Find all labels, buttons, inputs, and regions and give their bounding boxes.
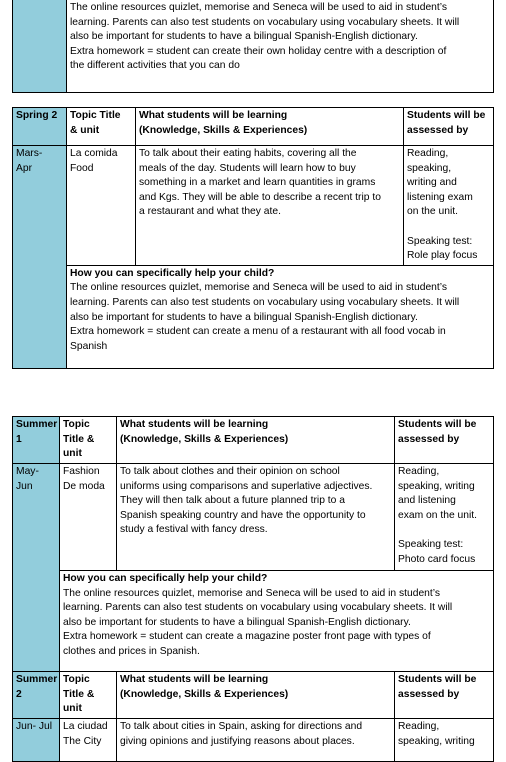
learning-header [117, 417, 395, 464]
period-line: Mars- [16, 148, 43, 159]
top-help-row [13, 0, 494, 93]
topic-line: La comida [70, 148, 118, 159]
term-label [13, 672, 60, 719]
topic-header-line: unit [63, 703, 82, 715]
learning-cell [117, 719, 395, 762]
assessed-header-line: assessed by [398, 688, 460, 700]
learning-line: giving opinions and justifying reasons about places. [120, 735, 355, 747]
assessed-line: speaking, writing [398, 735, 475, 747]
topic-header-line: Topic [63, 674, 90, 685]
learning-header [136, 108, 404, 146]
summer-block [12, 416, 494, 762]
learning-header-line: What students will be learning [120, 419, 269, 430]
help-line: also be important for students to have a bilingual Spanish-English dictionary. [70, 31, 418, 43]
speaking-test-line: Speaking test: [407, 235, 473, 247]
period-cell [13, 146, 67, 369]
speaking-test-line: Role play focus [407, 250, 478, 262]
assessed-line: Reading, [398, 466, 440, 477]
assessed-line: and listening [398, 495, 456, 507]
summer-table [12, 416, 494, 762]
topic-header-line: & unit [70, 124, 100, 136]
term-label [13, 417, 60, 464]
term-line: 2 [16, 688, 22, 700]
help-line: learning. Parents can also test students on vocabulary using vocabulary sheets. It will [70, 16, 460, 28]
spring2-table [12, 107, 494, 369]
help-line: The online resources quizlet, memorise and Seneca will be used to aid in student’s [70, 282, 448, 294]
learning-line: and Kgs. They will be able to describe a recent trip to [139, 191, 381, 203]
assessed-line: on the unit. [407, 206, 458, 218]
learning-header-line: What students will be learning [120, 674, 269, 685]
learning-line: a restaurant and what they ate. [139, 206, 281, 218]
help-cell [67, 265, 494, 368]
help-cell [60, 571, 494, 672]
side-cell [13, 0, 67, 93]
help-line: learning. Parents can also test students on vocabulary using vocabulary sheets. It will [63, 602, 453, 614]
topic-cell [60, 719, 117, 762]
assessed-line: Reading, [407, 148, 449, 159]
topic-header-line: Topic [63, 419, 90, 430]
help-line: Spanish [70, 340, 108, 352]
learning-header-line: What students will be learning [139, 110, 288, 121]
help-line: Extra homework = student can create a magazine poster front page with types of [63, 631, 431, 643]
spring2-help-row [13, 265, 494, 368]
assessed-header-line: Students will be [407, 110, 486, 121]
spring2-header-row [13, 108, 494, 146]
speaking-test-line: Photo card focus [398, 553, 476, 565]
topic-header [67, 108, 136, 146]
top-continuation-table [12, 0, 494, 93]
topic-line: Food [70, 162, 94, 174]
spacer [407, 220, 490, 235]
spacer [398, 523, 490, 538]
assessed-line: writing and [407, 177, 457, 189]
learning-line: something in a market and learn quantities in grams [139, 177, 376, 189]
speaking-test-line: Speaking test: [398, 538, 464, 550]
learning-header [117, 672, 395, 719]
assessed-line: speaking, [407, 162, 452, 174]
period-line: Apr [16, 162, 33, 174]
term-label: Spring 2 [13, 108, 67, 146]
help-text-cell [67, 0, 494, 93]
help-line: Extra homework = student can create a menu of a restaurant with all food vocab in [70, 326, 446, 338]
topic-line: The City [63, 735, 102, 747]
assessed-line: listening exam [407, 191, 473, 203]
top-continuation-block [12, 0, 494, 93]
summer2-header-row [13, 672, 494, 719]
learning-cell [117, 464, 395, 571]
topic-header-line: Title & [63, 433, 95, 445]
topic-line: La ciudad [63, 721, 108, 732]
help-line: also be important for students to have a bilingual Spanish-English dictionary. [70, 311, 418, 323]
assessed-header [404, 108, 494, 146]
topic-cell [67, 146, 136, 266]
summer2-content-row [13, 719, 494, 762]
topic-line: De moda [63, 480, 105, 492]
assessed-header [395, 417, 494, 464]
topic-line: Fashion [63, 466, 100, 477]
assessed-cell [395, 464, 494, 571]
learning-line: To talk about clothes and their opinion on school [120, 466, 340, 477]
term-line: Summer [16, 419, 58, 430]
learning-line: Spanish speaking country and have the opportunity to [120, 509, 366, 521]
assessed-header-line: Students will be [398, 419, 477, 430]
assessed-line: Reading, [398, 721, 440, 732]
help-line: clothes and prices in Spanish. [63, 645, 200, 657]
assessed-header-line: Students will be [398, 674, 477, 685]
topic-header [60, 672, 117, 719]
assessed-header-line: assessed by [398, 433, 460, 445]
topic-header-line: Topic Title [70, 110, 121, 121]
learning-line: They will then talk about a future planned trip to a [120, 495, 345, 507]
learning-line: uniforms using comparisons and superlative adjectives. [120, 480, 373, 492]
learning-line: To talk about cities in Spain, asking for directions and [120, 721, 363, 732]
spring2-content-row [13, 146, 494, 266]
topic-header-line: Title & [63, 688, 95, 700]
period-line: Jun [16, 480, 33, 492]
learning-header-line: (Knowledge, Skills & Experiences) [120, 688, 289, 700]
assessed-cell [404, 146, 494, 266]
topic-header [60, 417, 117, 464]
assessed-cell [395, 719, 494, 762]
learning-header-line: (Knowledge, Skills & Experiences) [139, 124, 308, 136]
spring2-block [12, 107, 494, 369]
period-cell [13, 464, 60, 672]
period-line: May- [16, 466, 39, 477]
help-line: The online resources quizlet, memorise and Seneca will be used to aid in student’s [70, 2, 448, 13]
topic-cell [60, 464, 117, 571]
period-cell: Jun- Jul [13, 719, 60, 762]
learning-line: meals of the day. Students will learn how to buy [139, 162, 356, 174]
summer1-help-row [13, 571, 494, 672]
help-line: the different activities that you can do [70, 60, 240, 72]
learning-header-line: (Knowledge, Skills & Experiences) [120, 433, 289, 445]
learning-line: study a festival with fancy dress. [120, 524, 268, 536]
help-line: also be important for students to have a bilingual Spanish-English dictionary. [63, 616, 411, 628]
help-line: The online resources quizlet, memorise and Seneca will be used to aid in student’s [63, 587, 441, 599]
assessed-line: exam on the unit. [398, 509, 477, 521]
term-line: Summer [16, 674, 58, 685]
assessed-line: speaking, writing [398, 480, 475, 492]
assessed-header-line: assessed by [407, 124, 469, 136]
summer1-content-row [13, 464, 494, 571]
assessed-header [395, 672, 494, 719]
summer1-header-row [13, 417, 494, 464]
term-line: 1 [16, 433, 22, 445]
help-title: How you can specifically help your child? [70, 267, 275, 279]
help-line: Extra homework = student can create their own holiday centre with a description of [70, 45, 447, 57]
learning-cell [136, 146, 404, 266]
help-line: learning. Parents can also test students on vocabulary using vocabulary sheets. It will [70, 296, 460, 308]
topic-header-line: unit [63, 448, 82, 460]
help-title: How you can specifically help your child? [63, 573, 268, 584]
learning-line: To talk about their eating habits, covering all the [139, 148, 357, 159]
